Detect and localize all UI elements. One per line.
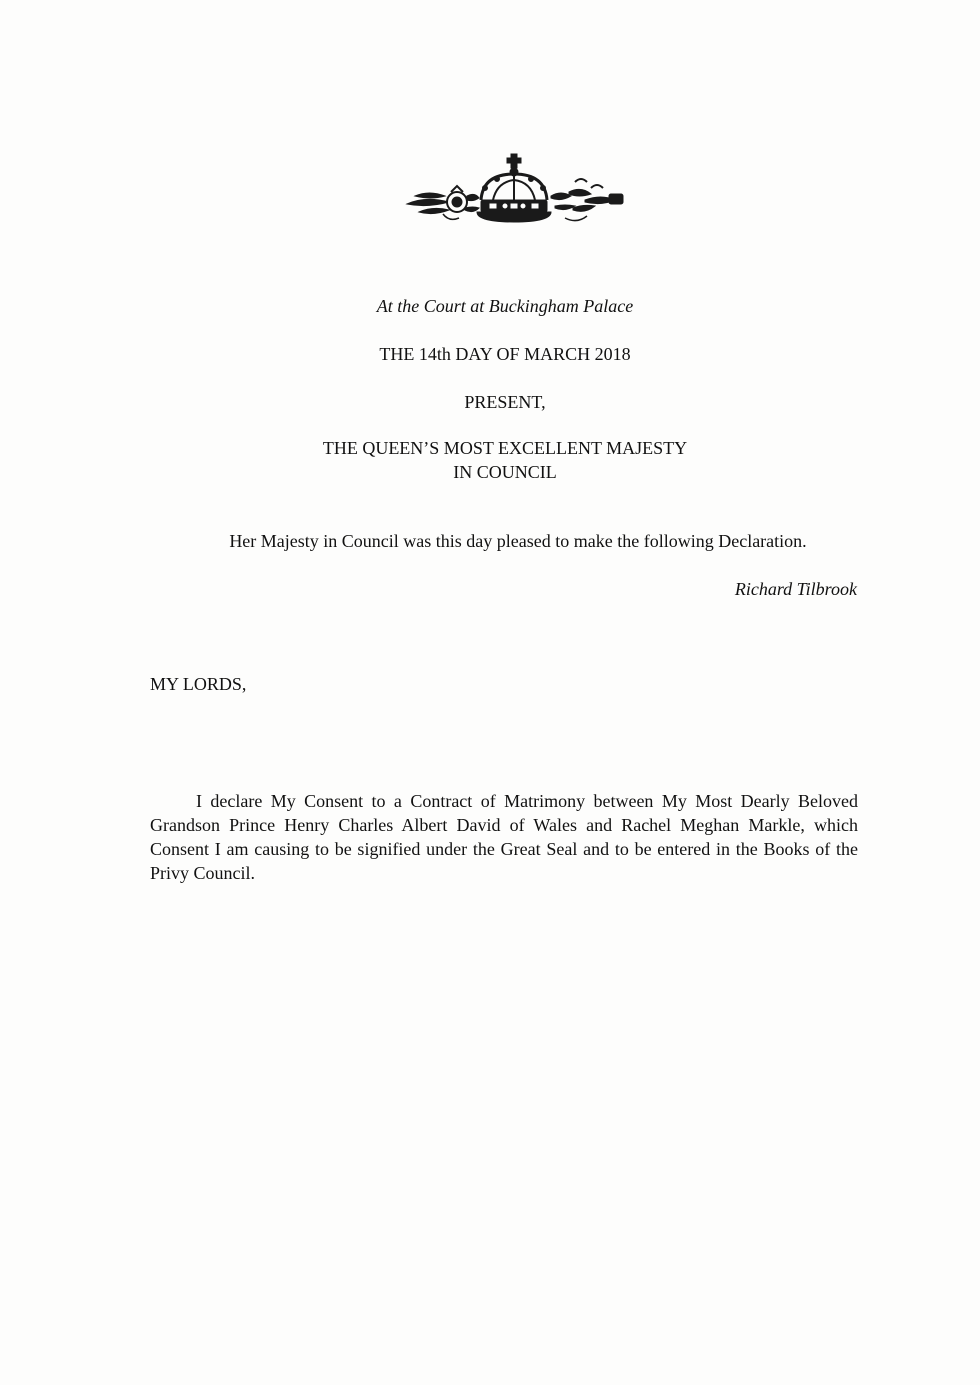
court-location-line: At the Court at Buckingham Palace (376, 296, 634, 316)
present-line: PRESENT, (464, 392, 546, 412)
declaration-intro: Her Majesty in Council was this day pleased to make the following Declaration. (229, 531, 807, 551)
majesty-line: THE QUEEN’S MOST EXCELLENT MAJESTY (322, 438, 688, 458)
date-line: THE 14th DAY OF MARCH 2018 (379, 344, 631, 364)
council-line: IN COUNCIL (453, 462, 557, 482)
royal-crown-emblem-icon (405, 152, 625, 232)
declaration-paragraph: I declare My Consent to a Contract of Matrimony between My Most Dearly Beloved Grandson Prince Henry Charles Albert David of Wales and Rachel Meghan Markle, which Consent I am causing to be signified under the Great Seal and to be entered in the Books of the Privy Council. (150, 791, 858, 883)
signatory-name: Richard Tilbrook (734, 579, 857, 599)
salutation: MY LORDS, (150, 674, 247, 694)
